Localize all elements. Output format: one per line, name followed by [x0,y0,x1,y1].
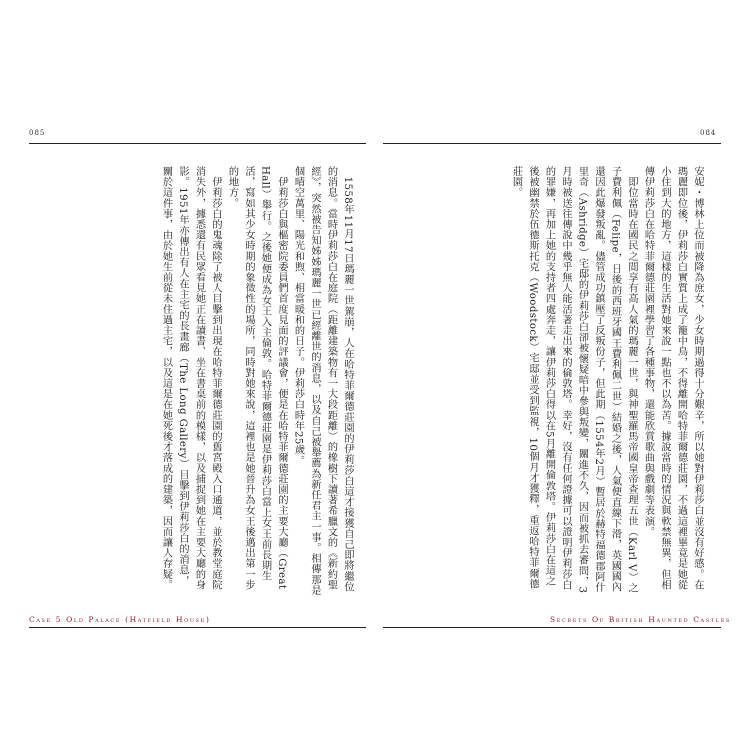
right-paragraph-2: 即位當時在國民之間享有高人氣的瑪麗一世，與神聖羅馬帝國皇帝查理五世（Karl V）之子費利佩（Felipe，日後的西班牙國王費利佩二世）結婚之後，人氣便直線下滑，英國國內還因此爆發叛亂。儘管成功鎮壓了反叛份子，但此期（1554年2月）暫居於赫特福德郡阿什里奇（Ashridge）宅邸的伊莉莎白卻被懷疑暗中參與叛變，關進不久，因而被抓去審問，3月時被送往傳說中幾乎無人能活著走出來的倫敦塔。幸好，沒有任何證據可以證明伊莉莎白的罪嫌，再加上她的支持者四處奔走，讓伊莉莎白得以在5月離開倫敦塔。伊莉莎白在這之後被幽禁於伍德斯托克（Woodstock）宅邸並受到監視，10個月才獲釋，重返哈特菲爾德莊園。 [510,166,637,594]
bottom-rule-left [29,627,366,628]
top-rule-left [29,143,366,144]
top-rule-right [383,143,721,144]
left-footer-title: Case 5 Old Palace (Hatfield House) [29,615,211,624]
left-paragraph-2: 伊莉莎白與樞密院委員們首度見面的評議會，便是在哈特菲爾德莊園的主要大廳（Great Hall）舉行。之後她便成為女王入主倫敦。哈特菲爾德莊園是伊莉莎白當上女王前長期生活，寫如其少女時期的象徵性的場所，同時對她來說，這裡也是她晉升為女王後邁出第一步的地方。 [226,166,287,590]
left-paragraph-3: 伊莉莎白的鬼魂除了被人目擊到出現在哈特菲爾德莊園的舊宮殿入口通道，並於教堂庭院消失外，據悉還有民眾看見她正在讀書、坐在書桌前的模樣，以及捕捉到她在主要大廳的身影。1951年亦傳出有人在主宅的長畫廊（The Long Gallery）目擊到伊莉莎白的消息，關於這件事，由於她生前從未住過主宅，以及這是在她死後才落成的建築，因而讓人存疑。 [160,166,221,590]
left-page-number: 085 [29,129,46,137]
bottom-rule-right [383,627,721,628]
left-paragraph-1: 1558年11月17日瑪麗一世駕崩，人在哈特菲爾德莊園的伊莉莎白這才接獲自己即將繼位的消息。當時伊莉莎白在庭院（距離建築物有一大段距離）的橡樹下讀著希臘文的《新約聖經》，突然被告知姊姊瑪麗一世已經離世的消息，以及自己被舉薦為新任君主一事。相傳那是個晴空萬里、陽光和煦、相當暖和的日子。伊莉莎白時年25歲。 [292,166,353,596]
left-page-text [45,166,355,596]
right-footer-title: Secrets Of British Haunted Castles [550,615,731,624]
right-page-number: 084 [700,129,717,137]
right-page-text [410,166,705,596]
right-paragraph-1: 安妮・博林上位而被降為庶女，少女時期過得十分艱辛，所以她對伊莉莎白並沒有好感。在瑪麗即位後，伊莉莎白實質上成了籠中鳥，不得離開哈特菲爾德莊園，不過這裡畢竟是她從小住到大的地方，這樣的生活對她來說一點也不以為苦。據說當時的情況與軟禁無異，但相傳伊莉莎白在哈特菲爾德莊園裡學習了各種事物，還能欣賞歌曲與戲劇等表演。 [642,166,703,590]
